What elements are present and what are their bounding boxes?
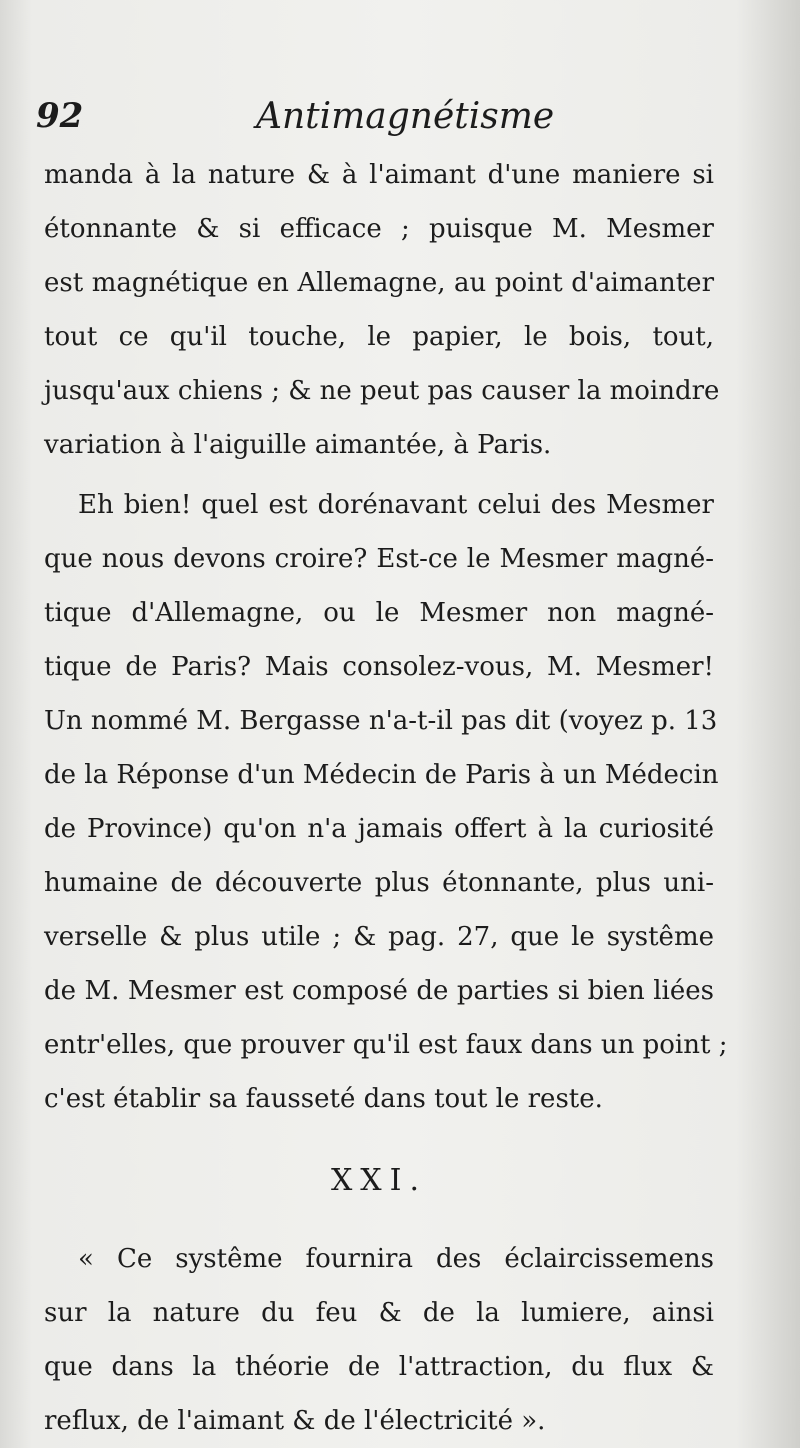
text-line: Un nommé M. Bergasse n'a-t-il pas dit (voyez p. 13	[44, 706, 718, 736]
paragraph-3	[44, 1232, 714, 1448]
text-line: que nous devons croire? Est-ce le Mesmer magné-	[44, 544, 714, 574]
text-line: jusqu'aux chiens ; & ne peut pas causer la moindre	[44, 376, 720, 406]
page-header	[36, 96, 736, 146]
paragraph-2	[44, 478, 728, 1126]
text-line: de la Réponse d'un Médecin de Paris à un Médecin	[44, 760, 719, 790]
text-line: sur la nature du feu & de la lumiere, ainsi	[44, 1298, 714, 1328]
text-line: de Province) qu'on n'a jamais offert à la curiosité	[44, 814, 714, 844]
text-line: reflux, de l'aimant & de l'électricité ».	[44, 1406, 546, 1436]
text-line: tique de Paris? Mais consolez-vous, M. Mesmer!	[44, 652, 714, 682]
text-line: humaine de découverte plus étonnante, plus uni-	[44, 868, 714, 898]
text-line: tique d'Allemagne, ou le Mesmer non magné-	[44, 598, 714, 628]
section-heading: XXI.	[330, 1163, 428, 1198]
text-line: verselle & plus utile ; & pag. 27, que le systême	[44, 922, 714, 952]
text-line: manda à la nature & à l'aimant d'une maniere si	[44, 160, 714, 190]
text-line: Eh bien! quel est dorénavant celui des Mesmer	[78, 490, 714, 520]
running-head: Antimagnétisme	[256, 96, 555, 137]
text-line: étonnante & si efficace ; puisque M. Mesmer	[44, 214, 714, 244]
text-line: de M. Mesmer est composé de parties si bien liées	[44, 976, 714, 1006]
body-text	[44, 148, 728, 1448]
page-number: 92	[36, 96, 84, 136]
text-line: c'est établir sa fausseté dans tout le reste.	[44, 1084, 603, 1114]
text-line: est magnétique en Allemagne, au point d'aimanter	[44, 268, 714, 298]
text-line: que dans la théorie de l'attraction, du flux &	[44, 1352, 714, 1382]
text-line: tout ce qu'il touche, le papier, le bois, tout,	[44, 322, 714, 352]
text-line: variation à l'aiguille aimantée, à Paris.	[44, 430, 552, 460]
text-line: entr'elles, que prouver qu'il est faux dans un point ;	[44, 1030, 728, 1060]
text-line: « Ce systême fournira des éclaircissemens	[78, 1244, 714, 1274]
paragraph-1	[44, 148, 720, 472]
